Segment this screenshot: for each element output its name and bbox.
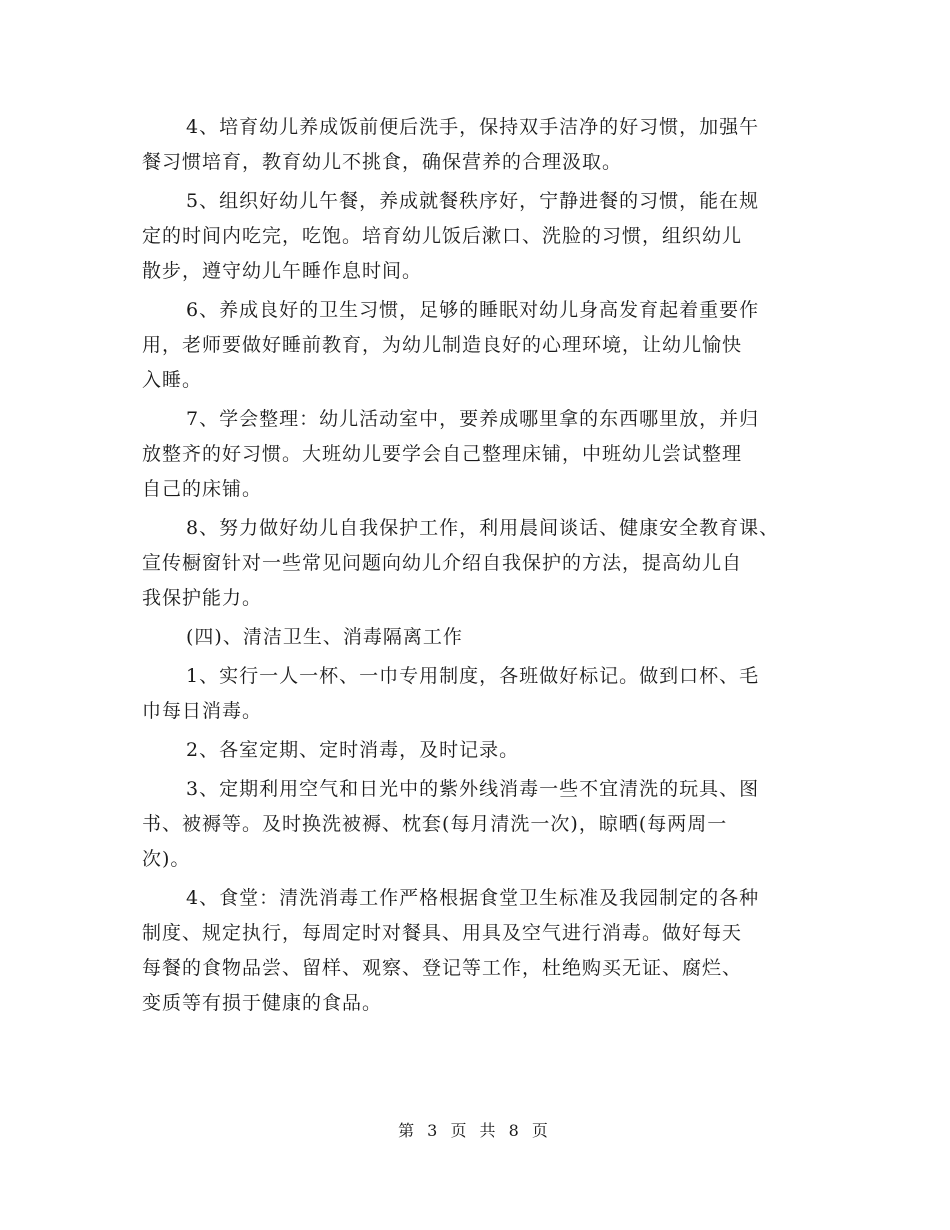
- text-line: 3、定期利用空气和日光中的紫外线消毒一些不宜清洗的玩具、图: [186, 778, 760, 800]
- text-line: 定的时间内吃完，吃饱。培育幼儿饭后漱口、洗脸的习惯，组织幼儿: [142, 225, 743, 247]
- paragraph: [142, 293, 822, 398]
- text-line: 制度、规定执行，每周定时对餐具、用具及空气进行消毒。做好每天: [142, 922, 743, 944]
- document-body: [142, 110, 822, 1025]
- text-line: 7、学会整理：幼儿活动室中，要养成哪里拿的东西哪里放，并归: [186, 408, 760, 430]
- paragraph: [142, 881, 822, 1021]
- text-line: (四)、清洁卫生、消毒隔离工作: [186, 626, 463, 648]
- text-line: 餐习惯培育，教育幼儿不挑食，确保营养的合理汲取。: [142, 151, 623, 173]
- text-line: 4、培育幼儿养成饭前便后洗手，保持双手洁净的好习惯，加强午: [186, 116, 760, 138]
- page-footer: 第 3 页 共 8 页: [398, 1121, 552, 1140]
- text-line: 自己的床铺。: [142, 478, 263, 500]
- text-line: 4、食堂：清洗消毒工作严格根据食堂卫生标准及我园制定的各种: [186, 887, 760, 909]
- text-line: 散步，遵守幼儿午睡作息时间。: [142, 260, 423, 282]
- paragraph: [142, 184, 822, 289]
- text-line: 用，老师要做好睡前教育，为幼儿制造良好的心理环境，让幼儿愉快: [142, 334, 743, 356]
- text-line: 1、实行一人一杯、一巾专用制度，各班做好标记。做到口杯、毛: [186, 665, 760, 687]
- text-line: 每餐的食物品尝、留样、观察、登记等工作，杜绝购买无证、腐烂、: [142, 957, 743, 979]
- text-line: 变质等有损于健康的食品。: [142, 992, 383, 1014]
- text-line: 6、养成良好的卫生习惯，足够的睡眠对幼儿身高发育起着重要作: [186, 299, 760, 321]
- text-line: 我保护能力。: [142, 587, 263, 609]
- paragraph: [142, 733, 822, 768]
- text-line: 入睡。: [142, 369, 203, 391]
- text-line: 放整齐的好习惯。大班幼儿要学会自己整理床铺，中班幼儿尝试整理: [142, 443, 743, 465]
- paragraph: [142, 110, 822, 180]
- text-line: 8、努力做好幼儿自我保护工作，利用晨间谈话、健康安全教育课、: [186, 517, 780, 539]
- text-line: 2、各室定期、定时消毒，及时记录。: [186, 739, 520, 761]
- text-line: 5、组织好幼儿午餐，养成就餐秩序好，宁静进餐的习惯，能在规: [186, 190, 760, 212]
- paragraph: [142, 772, 822, 877]
- text-line: 书、被褥等。及时换洗被褥、枕套(每月清洗一次)，晾晒(每两周一: [142, 813, 728, 835]
- section-heading: [142, 620, 822, 655]
- paragraph: [142, 402, 822, 507]
- paragraph: [142, 511, 822, 616]
- text-line: 宣传橱窗针对一些常见问题向幼儿介绍自我保护的方法，提高幼儿自: [142, 552, 743, 574]
- text-line: 巾每日消毒。: [142, 700, 263, 722]
- paragraph: [142, 659, 822, 729]
- text-line: 次)。: [142, 848, 191, 870]
